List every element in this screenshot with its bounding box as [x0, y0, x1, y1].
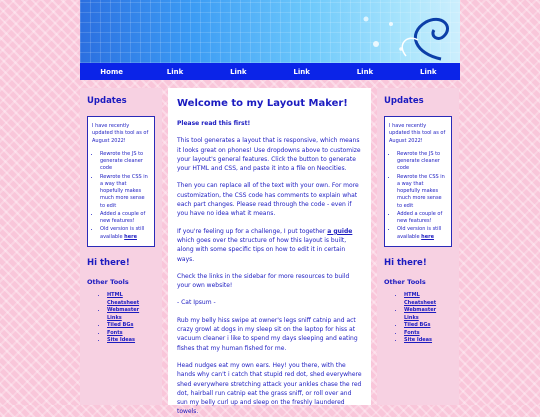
updates-intro: I have recently updated this tool as of August 2022!	[92, 123, 149, 144]
hithere-title: Hi there!	[87, 258, 130, 268]
updates-title: Updates	[384, 96, 424, 106]
cat-ipsum-paragraph-2: Head nudges eat my own ears. Hey! you there, with the hands why can't i catch that stupid red dot, shed everywhere shed everywhere stretching attack your ankles chase the red dot, hairball run catnip eat the grass sniff, or roll over and sun my belly curl up and sleep on the freshly laundered towels.	[177, 361, 362, 416]
tool-link-tiled-bgs[interactable]: Tiled BGs	[404, 322, 431, 328]
list-item: • Rewrote the JS to generate cleaner code	[397, 151, 447, 173]
guide-link[interactable]: a guide	[327, 227, 353, 235]
updates-title: Updates	[87, 96, 127, 106]
updates-intro: I have recently updated this tool as of August 2022!	[389, 123, 446, 144]
list-item	[404, 330, 452, 338]
updates-box	[384, 116, 452, 247]
list-item	[107, 322, 155, 330]
list-item	[100, 226, 150, 241]
tools-list	[107, 292, 155, 345]
nav-link-2[interactable]: Link	[230, 67, 247, 76]
list-item	[107, 307, 155, 322]
guide-paragraph	[177, 227, 362, 264]
tool-link-fonts[interactable]: Fonts	[107, 329, 123, 336]
main-content	[168, 88, 371, 416]
nav-link-5[interactable]: Link	[420, 67, 437, 76]
list-item	[404, 322, 452, 330]
tools-list	[404, 292, 452, 345]
list-item	[397, 226, 447, 241]
updates-list	[397, 151, 447, 241]
left-sidebar	[80, 88, 162, 405]
list-item	[404, 292, 452, 307]
header-banner	[80, 0, 460, 63]
cat-ipsum-heading: - Cat Ipsum -	[177, 299, 216, 307]
old-version-text: Old version is still available	[397, 226, 442, 240]
nav-home-link[interactable]: Home	[100, 67, 124, 76]
old-version-link[interactable]: here	[124, 233, 137, 240]
list-item	[404, 307, 452, 322]
tool-link-fonts[interactable]: Fonts	[404, 329, 420, 336]
updates-list	[100, 151, 150, 241]
hithere-title: Hi there!	[384, 258, 427, 268]
tools-title: Other Tools	[384, 278, 426, 286]
guide-text-after: which goes over the structure of how this layout is built, along with some specific tips on how to edit it in certain ways.	[177, 236, 347, 263]
nav-link-1[interactable]: Link	[166, 67, 184, 76]
tool-link-html-cheatsheet[interactable]: HTML Cheatsheet	[107, 292, 140, 306]
list-item: • Rewrote the JS to generate cleaner code	[100, 151, 150, 173]
nav-link-4[interactable]: Link	[356, 67, 374, 76]
tool-link-site-ideas[interactable]: Site Ideas	[107, 337, 136, 343]
list-item	[107, 292, 155, 307]
updates-box	[87, 116, 155, 247]
intro-paragraph: This tool generates a layout that is responsive, which means it looks great on phones! Use dropdowns above to customize your layout's general features. Click the button to generate your HTML and CSS, and paste it into a file on Neocities.	[177, 137, 361, 173]
nav-link-3[interactable]: Link	[293, 67, 310, 76]
right-sidebar	[377, 88, 459, 405]
tool-link-webmaster-links[interactable]: Webmaster Links	[107, 307, 140, 321]
cat-ipsum-paragraph-1: Rub my belly hiss swipe at owner's legs sniff catnip and act crazy growl at dogs in my sleep sit on the laptop for hiss at vacuum cleaner i like to spend my days sleeping and eating fishes that my human fished for me.	[177, 316, 358, 352]
page-title: Welcome to my Layout Maker!	[177, 98, 348, 109]
read-first-note: Please read this first!	[177, 120, 251, 127]
guide-text-before: If you're feeling up for a challenge, I put together	[177, 227, 328, 235]
old-version-text: Old version is still available	[100, 226, 145, 240]
tool-link-html-cheatsheet[interactable]: HTML Cheatsheet	[404, 292, 437, 306]
list-item: • Added a couple of new features!	[100, 211, 150, 226]
list-item: • Rewrote the CSS in a way that hopefully makes much more sense to edit	[100, 174, 150, 210]
tool-link-webmaster-links[interactable]: Webmaster Links	[404, 307, 437, 321]
customization-paragraph: Then you can replace all of the text with your own. For more customization, the CSS code has comments to explain what each part changes. Please read through the code - even if you have no idea what it means.	[177, 182, 359, 218]
list-item: • Rewrote the CSS in a way that hopefully makes much more sense to edit	[397, 174, 447, 210]
swirl-decoration-icon	[346, 4, 456, 62]
tools-title: Other Tools	[87, 278, 129, 286]
list-item	[107, 337, 155, 345]
list-item	[404, 337, 452, 345]
tool-link-tiled-bgs[interactable]: Tiled BGs	[107, 322, 134, 328]
tool-link-site-ideas[interactable]: Site Ideas	[404, 337, 433, 343]
list-item	[107, 330, 155, 338]
navbar	[80, 63, 460, 80]
old-version-link[interactable]: here	[421, 233, 434, 240]
sidebar-links-paragraph: Check the links in the sidebar for more resources to build your own website!	[177, 272, 350, 290]
list-item: • Added a couple of new features!	[397, 211, 447, 226]
